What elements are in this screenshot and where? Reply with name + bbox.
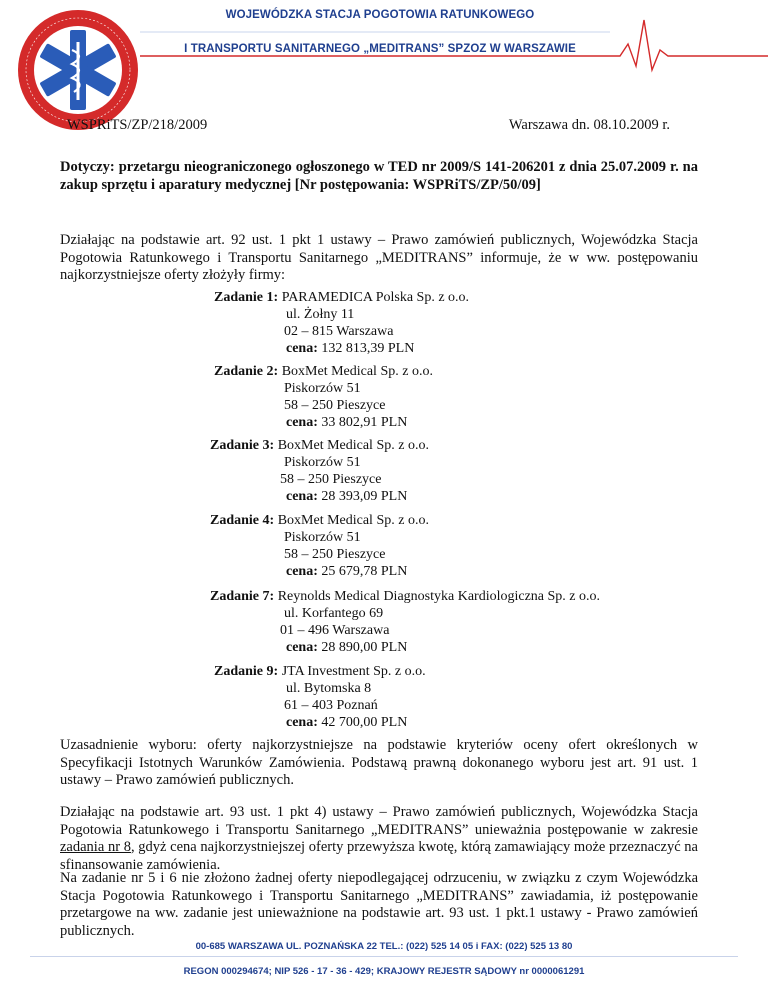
task-block: [214, 289, 469, 357]
intro-paragraph: Działając na podstawie art. 92 ust. 1 pkt 1 ustawy – Prawo zamówień publicznych, Wojewódzka Stacja Pogotowia Ratunkowego i Transportu Sanitarnego „MEDITRANS” informuje, że w ww. postępowaniu najkorzystniejsze oferty złożyły firmy:: [60, 232, 698, 283]
task-company: BoxMet Medical Sp. z o.o.: [277, 438, 429, 453]
task-label: Zadanie 7:: [210, 589, 275, 604]
document-reference: WSPRiTS/ZP/218/2009: [67, 117, 208, 133]
task-street: Piskorzów 51: [284, 530, 361, 545]
task-company: PARAMEDICA Polska Sp. z o.o.: [281, 290, 470, 305]
task-price-label: cena:: [286, 489, 318, 504]
annulment-task-reference: zadania nr 8: [60, 839, 131, 855]
header-title-line1: WOJEWÓDZKA STACJA POGOTOWIA RATUNKOWEGO: [225, 9, 535, 21]
task-city: 61 – 403 Poznań: [284, 698, 378, 713]
subject-paragraph: Dotyczy: przetargu nieograniczonego ogłoszonego w TED nr 2009/S 141-206201 z dnia 25.07.2009 r. na zakup sprzętu i aparatury medycznej [Nr postępowania: WSPRiTS/ZP/50/09]: [60, 159, 698, 193]
justification-paragraph: Uzasadnienie wyboru: oferty najkorzystniejsze na podstawie kryteriów oceny ofert określonych w Specyfikacji Istotnych Warunków Zamówienia. Podstawą prawną dokonanego wyboru jest art. 91 ust. 1 ustawy – Prawo zamówień publicznych.: [60, 737, 698, 788]
task-price: 132 813,39 PLN: [321, 341, 415, 356]
task-price-label: cena:: [286, 564, 318, 579]
task-label: Zadanie 9:: [214, 664, 279, 679]
footer-divider: [30, 956, 738, 957]
task-price: 25 679,78 PLN: [321, 564, 408, 579]
task-block: [210, 512, 429, 580]
task-label: Zadanie 1:: [214, 290, 279, 305]
task-block: [210, 588, 600, 656]
header-title-line2: I TRANSPORTU SANITARNEGO „MEDITRANS” SPZOZ W WARSZAWIE: [184, 43, 576, 55]
task-price-label: cena:: [286, 715, 318, 730]
task-price-label: cena:: [286, 415, 318, 430]
task-company: Reynolds Medical Diagnostyka Kardiologiczna Sp. z o.o.: [277, 589, 601, 604]
task-company: JTA Investment Sp. z o.o.: [281, 664, 426, 679]
annulment-paragraph: [60, 804, 698, 874]
task-label: Zadanie 4:: [210, 513, 275, 528]
task-price: 28 890,00 PLN: [321, 640, 408, 655]
task-price: 28 393,09 PLN: [321, 489, 408, 504]
task-price-label: cena:: [286, 640, 318, 655]
task-label: Zadanie 2:: [214, 364, 279, 379]
task-city: 58 – 250 Pieszyce: [280, 472, 382, 487]
document-date: Warszawa dn. 08.10.2009 r.: [508, 117, 670, 133]
annulment-text-end: , gdyż cena najkorzystniejszej oferty przewyższa kwotę, którą zamawiający może przeznaczyć na sfinansowanie zamówienia.: [60, 839, 698, 873]
star-of-life-logo: [14, 6, 142, 134]
footer-address: 00-685 WARSZAWA UL. POZNAŃSKA 22 TEL.: (022) 525 14 05 i FAX: (022) 525 13 80: [195, 941, 573, 952]
task-city: 58 – 250 Pieszyce: [284, 398, 386, 413]
task-street: Piskorzów 51: [284, 381, 361, 396]
task-label: Zadanie 3:: [210, 438, 275, 453]
task-city: 58 – 250 Pieszyce: [284, 547, 386, 562]
no-offers-paragraph: Na zadanie nr 5 i 6 nie złożono żadnej oferty niepodlegającej odrzuceniu, w związku z czym Wojewódzka Stacja Pogotowia Ratunkowego i Transportu Sanitarnego „MEDITRANS” zawiadamia, iż postępowanie przetargowe na ww. zadanie jest unieważnione na podstawie art. 93 ust. 1 pkt.1 ustawy - Prawo zamówień publicznych.: [60, 870, 698, 939]
task-company: BoxMet Medical Sp. z o.o.: [277, 513, 429, 528]
task-price: 33 802,91 PLN: [321, 415, 408, 430]
task-block: [210, 437, 429, 505]
task-street: ul. Bytomska 8: [286, 681, 372, 696]
task-price-label: cena:: [286, 341, 318, 356]
task-street: Piskorzów 51: [284, 455, 361, 470]
task-city: 02 – 815 Warszawa: [284, 324, 394, 339]
task-street: ul. Żołny 11: [286, 307, 355, 322]
annulment-text-start: Działając na podstawie art. 93 ust. 1 pkt 4) ustawy – Prawo zamówień publicznych, Wojewódzka Stacja Pogotowia Ratunkowego i Transportu Sanitarnego „MEDITRANS” unieważnia postępowanie w zakresie: [60, 804, 698, 838]
task-city: 01 – 496 Warszawa: [280, 623, 390, 638]
task-street: ul. Korfantego 69: [284, 606, 384, 621]
task-block: [214, 663, 426, 731]
task-company: BoxMet Medical Sp. z o.o.: [281, 364, 433, 379]
task-block: [214, 363, 433, 431]
footer-registry: REGON 000294674; NIP 526 - 17 - 36 - 429; KRAJOWY REJESTR SĄDOWY nr 0000061291: [183, 966, 585, 977]
task-price: 42 700,00 PLN: [321, 715, 408, 730]
